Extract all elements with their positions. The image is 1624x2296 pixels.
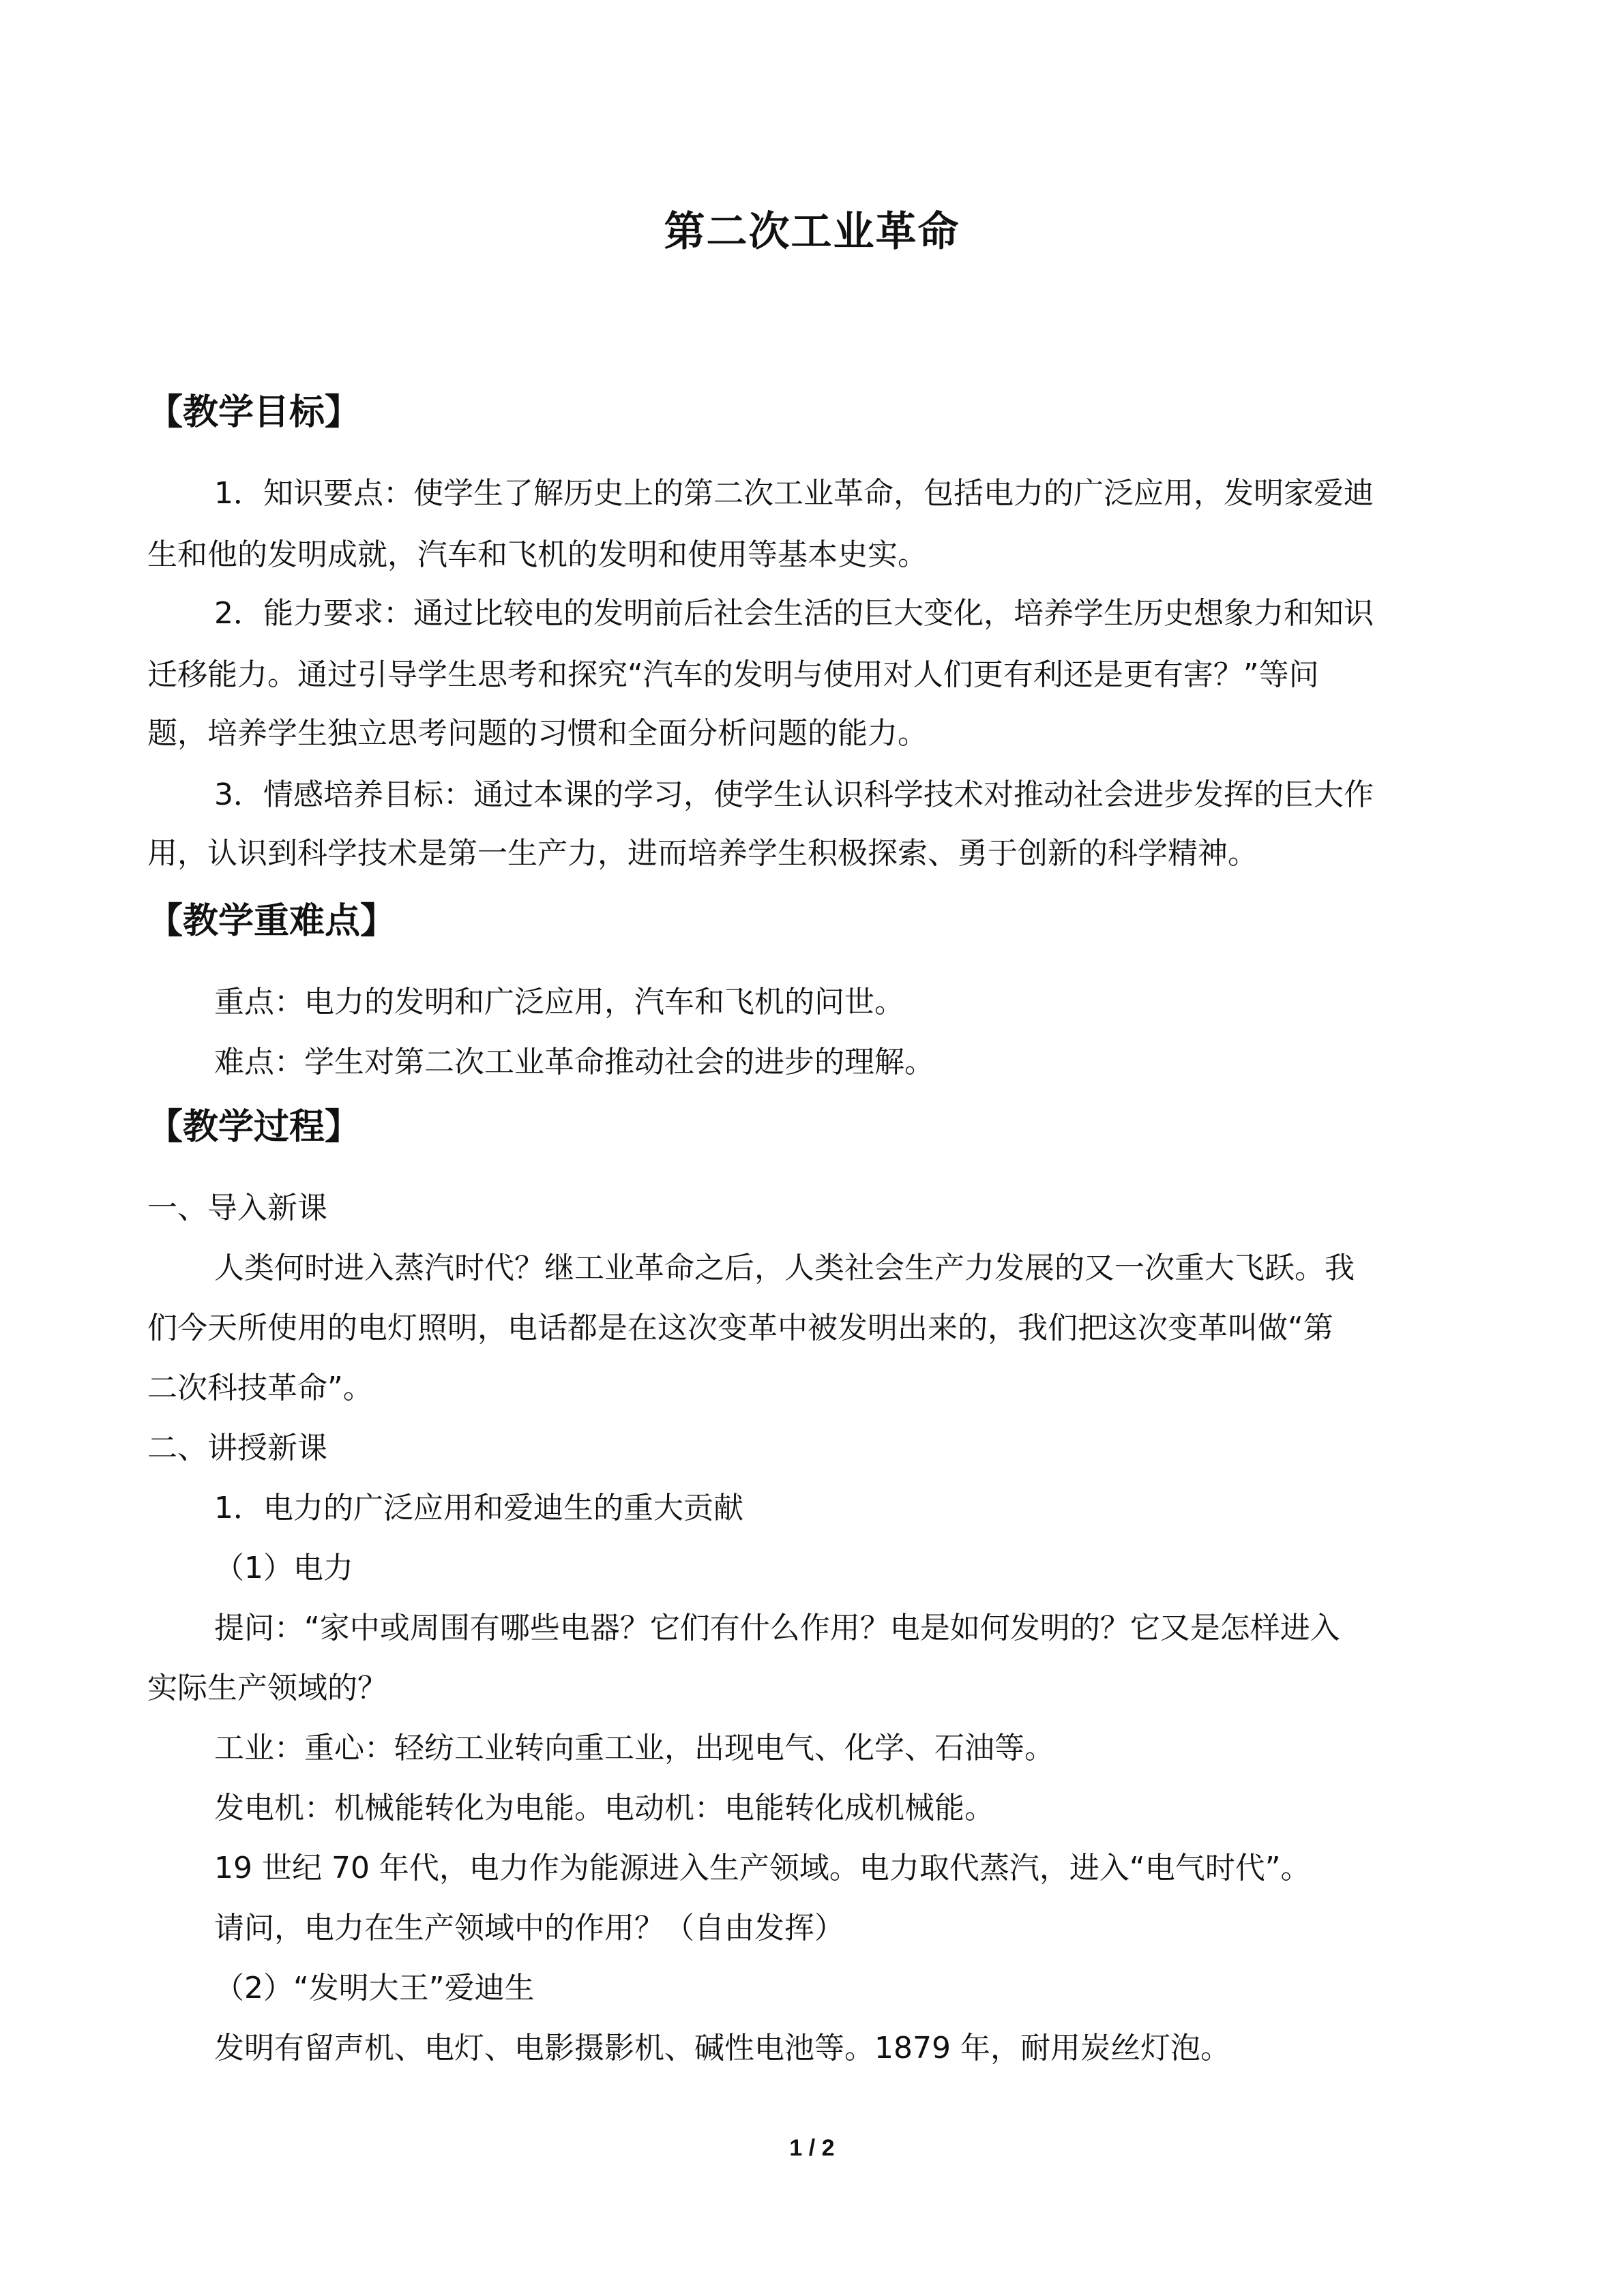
paragraph-line: 难点：学生对第二次工业革命推动社会的进步的理解。 [214, 1045, 934, 1079]
paragraph-line: 发电机：机械能转化为电能。电动机：电能转化成机械能。 [214, 1791, 994, 1825]
paragraph-line: 1．电力的广泛应用和爱迪生的重大贡献 [214, 1491, 743, 1525]
paragraph-line: （2）“发明大王”爱迪生 [214, 1971, 535, 2006]
paragraph-line: 1．知识要点：使学生了解历史上的第二次工业革命，包括电力的广泛应用，发明家爱迪 [214, 476, 1374, 511]
paragraph-line: 二、讲授新课 [147, 1431, 327, 1465]
paragraph-line: （1）电力 [214, 1551, 353, 1585]
paragraph-line: 实际生产领域的？ [147, 1671, 387, 1705]
document-title: 第二次工业革命 [664, 208, 960, 256]
paragraph-line: 2．能力要求：通过比较电的发明前后社会生活的巨大变化，培养学生历史想象力和知识 [214, 596, 1374, 631]
paragraph-line: 生和他的发明成就，汽车和飞机的发明和使用等基本史实。 [147, 537, 928, 572]
page-number: 1 / 2 [789, 2135, 835, 2161]
paragraph-line: 19 世纪 70 年代，电力作为能源进入生产领域。电力取代蒸汽，进入“电气时代”。 [214, 1851, 1311, 1885]
paragraph-line: 一、导入新课 [147, 1191, 327, 1225]
paragraph-line: 们今天所使用的电灯照明，电话都是在这次变革中被发明出来的，我们把这次变革叫做“第 [147, 1311, 1333, 1345]
paragraph-line: 用，认识到科学技术是第一生产力，进而培养学生积极探索、勇于创新的科学精神。 [147, 836, 1258, 871]
paragraph-line: 重点：电力的发明和广泛应用，汽车和飞机的问世。 [214, 985, 904, 1019]
paragraph-line: 提问：“家中或周围有哪些电器？它们有什么作用？电是如何发明的？它又是怎样进入 [214, 1611, 1340, 1645]
paragraph-line: 3．情感培养目标：通过本课的学习，使学生认识科学技术对推动社会进步发挥的巨大作 [214, 777, 1374, 812]
paragraph-line: 请问，电力在生产领域中的作用？（自由发挥） [214, 1911, 844, 1945]
paragraph-line: 迁移能力。通过引导学生思考和探究“汽车的发明与使用对人们更有利还是更有害？”等问 [147, 657, 1319, 692]
paragraph-line: 发明有留声机、电灯、电影摄影机、碱性电池等。1879 年，耐用炭丝灯泡。 [214, 2031, 1230, 2066]
section-heading-process: 【教学过程】 [147, 1107, 361, 1148]
paragraph-line: 题，培养学生独立思考问题的习惯和全面分析问题的能力。 [147, 716, 928, 751]
paragraph-line: 二次科技革命”。 [147, 1371, 373, 1405]
section-heading-objectives: 【教学目标】 [147, 392, 361, 433]
section-heading-key-points: 【教学重难点】 [147, 901, 396, 942]
paragraph-line: 人类何时进入蒸汽时代？继工业革命之后，人类社会生产力发展的又一次重大飞跃。我 [214, 1251, 1355, 1285]
paragraph-line: 工业：重心：轻纺工业转向重工业，出现电气、化学、石油等。 [214, 1731, 1054, 1765]
